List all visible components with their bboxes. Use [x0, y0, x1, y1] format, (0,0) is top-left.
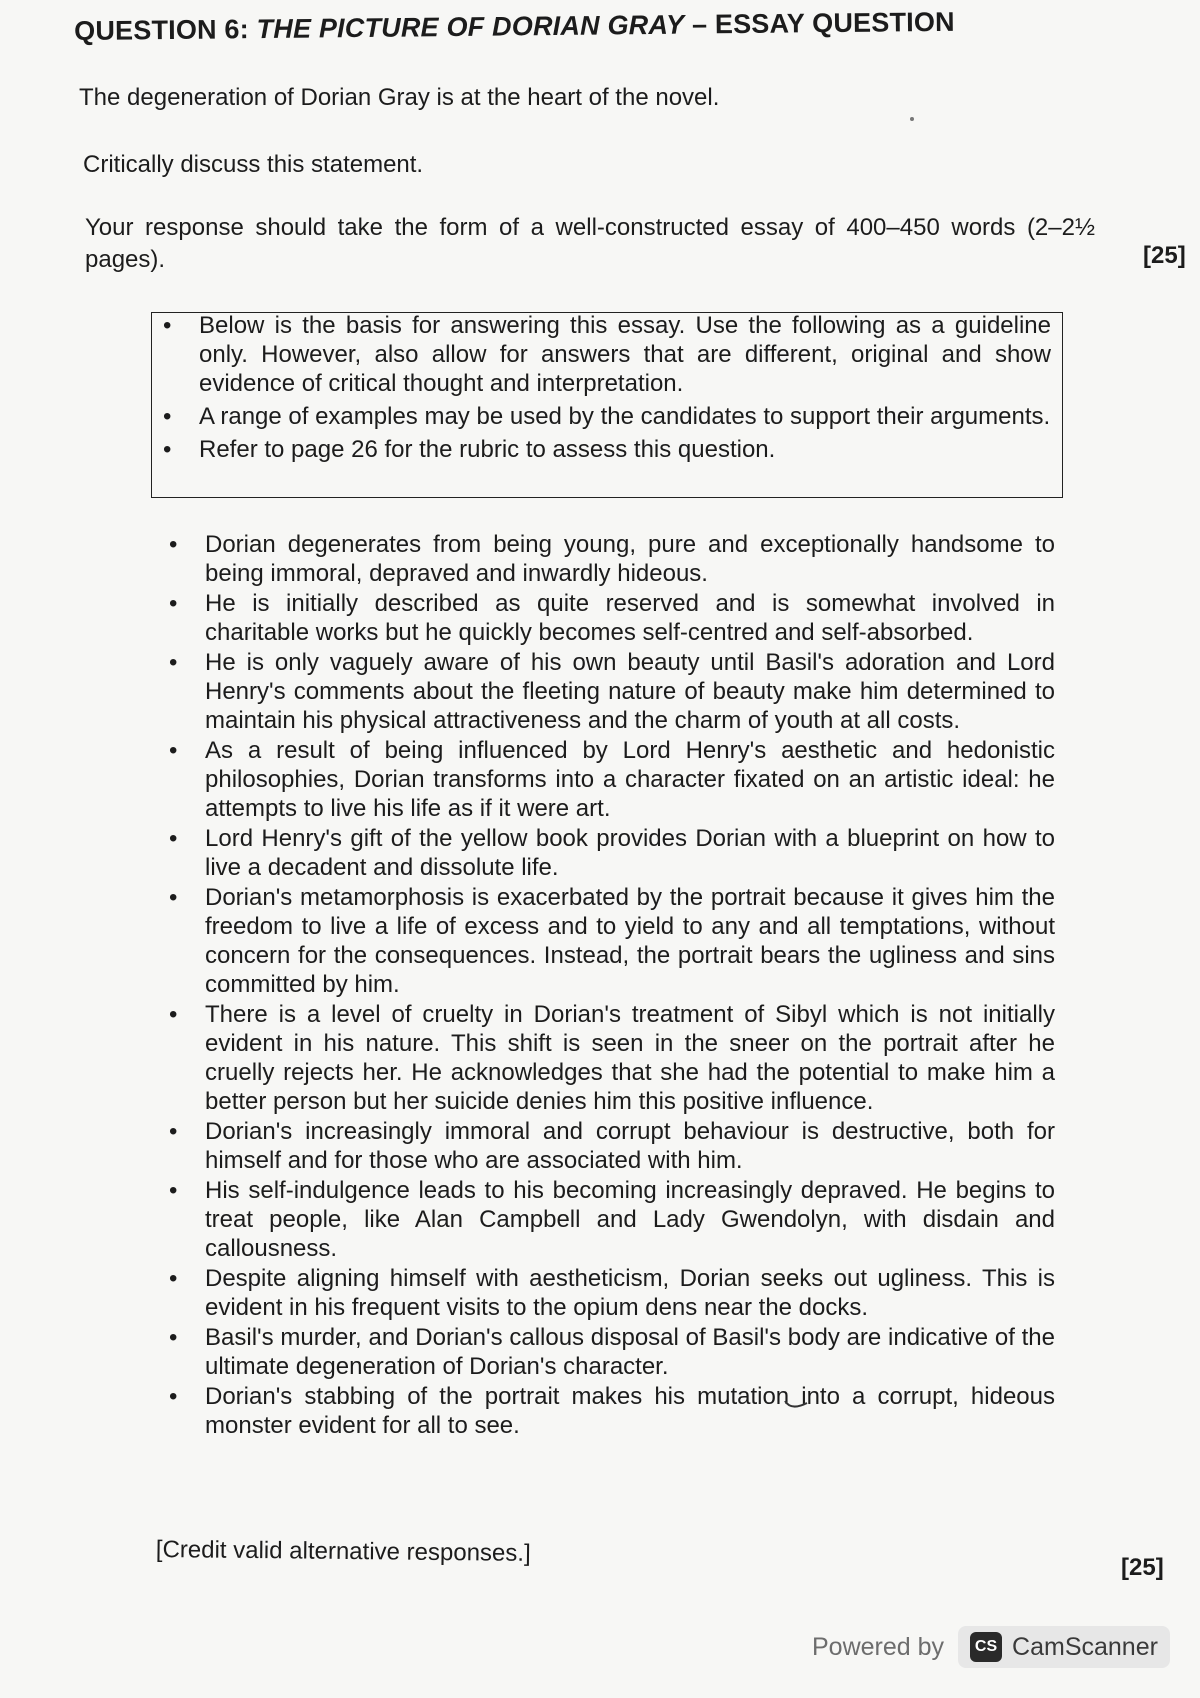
guideline-item: • A range of examples may be used by the candidates to support their arguments. — [151, 402, 1051, 431]
answer-points-list — [157, 530, 1055, 1441]
instruction: Critically discuss this statement. — [83, 151, 424, 178]
handwritten-tick-mark — [783, 1397, 809, 1411]
powered-by-text: Powered by — [812, 1632, 945, 1661]
answer-point: • Dorian's metamorphosis is exacerbated by the portrait because it gives him the freedom to live a life of excess and to yield to any and all temptations, without concern for the consequences. Instead, the portrait bears the ugliness and sins committed by him. — [157, 883, 1055, 999]
credit-note: [Credit valid alternative responses.] — [155, 1536, 531, 1567]
statement: The degeneration of Dorian Gray is at the heart of the novel. — [79, 84, 720, 111]
camscanner-logo-icon: CS — [970, 1632, 1002, 1662]
guideline-list — [151, 311, 1051, 468]
camscanner-badge — [958, 1626, 1170, 1668]
answer-point: • As a result of being influenced by Lord Henry's aesthetic and hedonistic philosophies, Dorian transforms into a character fixated on an artistic ideal: he attempts to live his life as if it were art. — [157, 736, 1055, 823]
answer-point: • He is only vaguely aware of his own beauty until Basil's adoration and Lord Henry's comments about the fleeting nature of beauty make him determined to maintain his physical attractiveness and the charm of youth at all costs. — [157, 648, 1055, 735]
answer-point: • Despite aligning himself with aestheticism, Dorian seeks out ugliness. This is evident in his frequent visits to the opium dens near the docks. — [157, 1264, 1055, 1322]
answer-point: • Dorian's stabbing of the portrait makes his mutation into a corrupt, hideous monster evident for all to see. — [157, 1382, 1055, 1440]
answer-point: • Basil's murder, and Dorian's callous disposal of Basil's body are indicative of the ultimate degeneration of Dorian's character. — [157, 1323, 1055, 1381]
marks-top: [25] — [1143, 242, 1186, 269]
heading-suffix: – ESSAY QUESTION — [684, 6, 955, 40]
heading-prefix: QUESTION 6: — [74, 14, 257, 46]
answer-point: • His self-indulgence leads to his becoming increasingly depraved. He begins to treat people, like Alan Campbell and Lady Gwendolyn, with disdain and callousness. — [157, 1176, 1055, 1263]
camscanner-watermark — [812, 1626, 1170, 1668]
camscanner-name: CamScanner — [1012, 1632, 1158, 1661]
answer-point: • He is initially described as quite reserved and is somewhat involved in charitable works but he quickly becomes self-centred and self-absorbed. — [157, 589, 1055, 647]
answer-point: • Dorian's increasingly immoral and corrupt behaviour is destructive, both for himself and for those who are associated with him. — [157, 1117, 1055, 1175]
marks-bottom: [25] — [1121, 1554, 1164, 1581]
response-note: Your response should take the form of a well-constructed essay of 400–450 words (2–2½ pages). — [85, 214, 1095, 273]
answer-point: • Dorian degenerates from being young, pure and exceptionally handsome to being immoral, depraved and inwardly hideous. — [157, 530, 1055, 588]
question-heading — [74, 7, 955, 47]
guideline-item: • Refer to page 26 for the rubric to assess this question. — [151, 435, 1051, 464]
answer-point: • Lord Henry's gift of the yellow book provides Dorian with a blueprint on how to live a decadent and dissolute life. — [157, 824, 1055, 882]
answer-point: • There is a level of cruelty in Dorian's treatment of Sibyl which is not initially evident in his nature. This shift is seen in the sneer on the portrait after he cruelly rejects her. He acknowledges that she had the potential to make him a better person but her suicide denies him this positive influence. — [157, 1000, 1055, 1116]
heading-title: THE PICTURE OF DORIAN GRAY — [256, 9, 685, 45]
scan-speck — [910, 117, 914, 121]
guideline-item: • Below is the basis for answering this essay. Use the following as a guideline only. However, also allow for answers that are different, original and show evidence of critical thought and interpretation. — [151, 311, 1051, 398]
